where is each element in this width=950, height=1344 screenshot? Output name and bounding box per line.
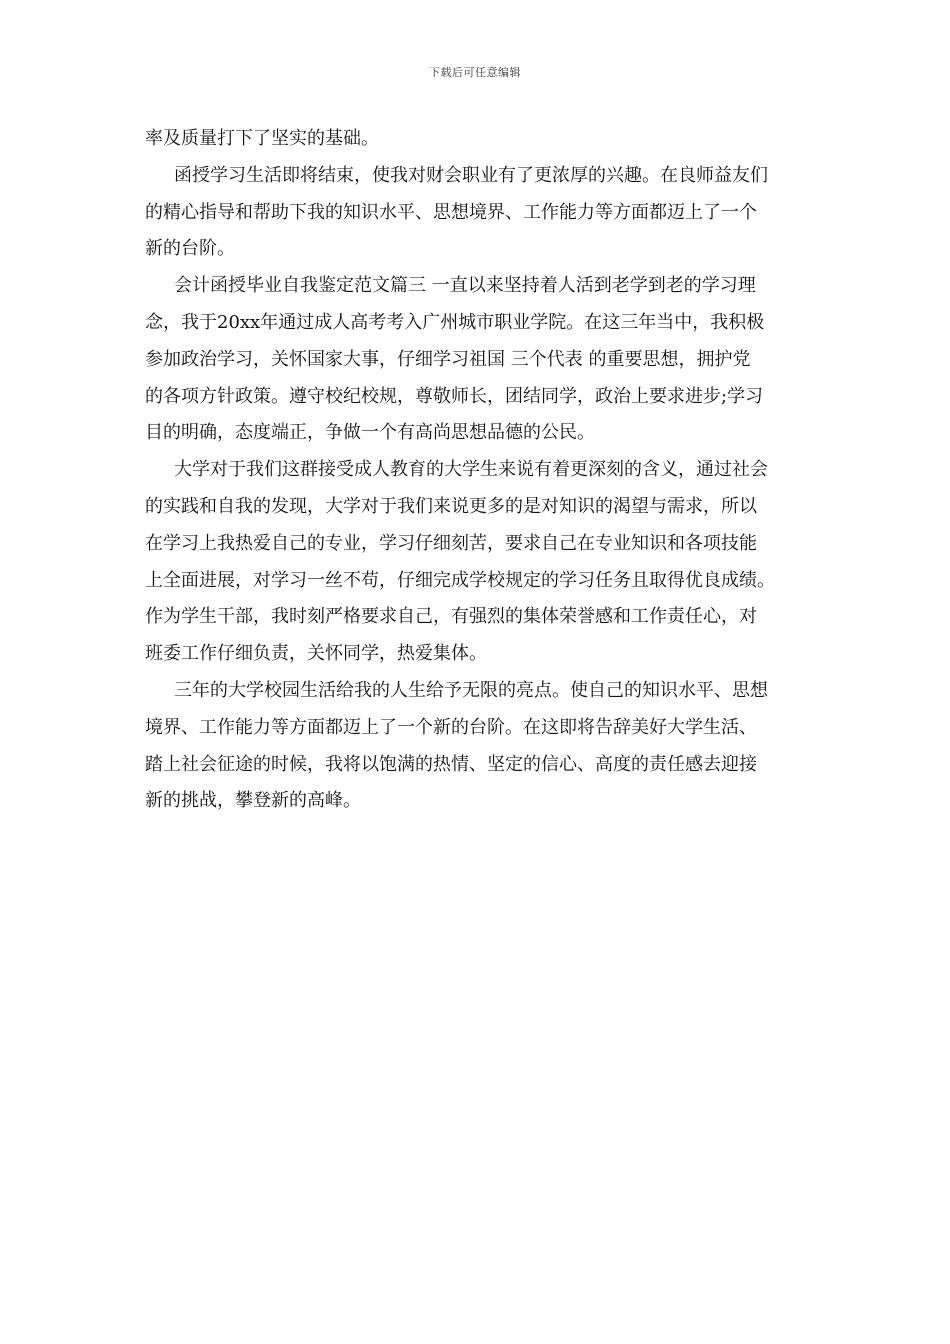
text-line: 的各项方针政策。遵守校纪校规，尊敬师长，团结同学，政治上要求进步;学习 <box>145 385 764 407</box>
text-line: 率及质量打下了坚实的基础。 <box>145 128 379 149</box>
text-line: 作为学生干部，我时刻严格要求自己，有强烈的集体荣誉感和工作责任心，对 <box>145 606 757 628</box>
text-line: 会计函授毕业自我鉴定范文篇三 一直以来坚持着人活到老学到老的学习理 <box>174 275 756 297</box>
page-header: 下载后可任意编辑 <box>429 66 521 79</box>
text-line: 函授学习生活即将结束，使我对财会职业有了更浓厚的兴趣。在良师益友们 <box>174 164 768 186</box>
text-line: 参加政治学习，关怀国家大事，仔细学习祖国 三个代表 的重要思想，拥护党 <box>145 348 751 370</box>
text-line: 新的挑战，攀登新的高峰。 <box>145 790 361 812</box>
text-line: 班委工作仔细负责，关怀同学，热爱集体。 <box>145 643 487 665</box>
text-line: 境界、工作能力等方面都迈上了一个新的台阶。在这即将告辞美好大学生活、 <box>145 716 757 738</box>
text-line: 新的台阶。 <box>145 238 235 260</box>
text-line: 在学习上我热爱自己的专业，学习仔细刻苦，要求自己在专业知识和各项技能 <box>145 532 757 554</box>
text-line: 踏上社会征途的时候，我将以饱满的热情、坚定的信心、高度的责任感去迎接 <box>145 753 757 775</box>
text-line: 三年的大学校园生活给我的人生给予无限的亮点。使自己的知识水平、思想 <box>174 679 768 701</box>
text-line: 的精心指导和帮助下我的知识水平、思想境界、工作能力等方面都迈上了一个 <box>145 201 757 223</box>
text-line: 念，我于20xx年通过成人高考考入广州城市职业学院。在这三年当中，我积极 <box>145 311 765 333</box>
document-body <box>145 121 813 820</box>
text-line: 大学对于我们这群接受成人教育的大学生来说有着更深刻的含义，通过社会 <box>174 459 768 481</box>
text-line: 目的明确，态度端正，争做一个有高尚思想品德的公民。 <box>145 422 595 444</box>
text-line: 上全面进展，对学习一丝不苟，仔细完成学校规定的学习任务且取得优良成绩。 <box>145 569 775 591</box>
text-line: 的实践和自我的发现，大学对于我们来说更多的是对知识的渴望与需求，所以 <box>145 495 757 517</box>
